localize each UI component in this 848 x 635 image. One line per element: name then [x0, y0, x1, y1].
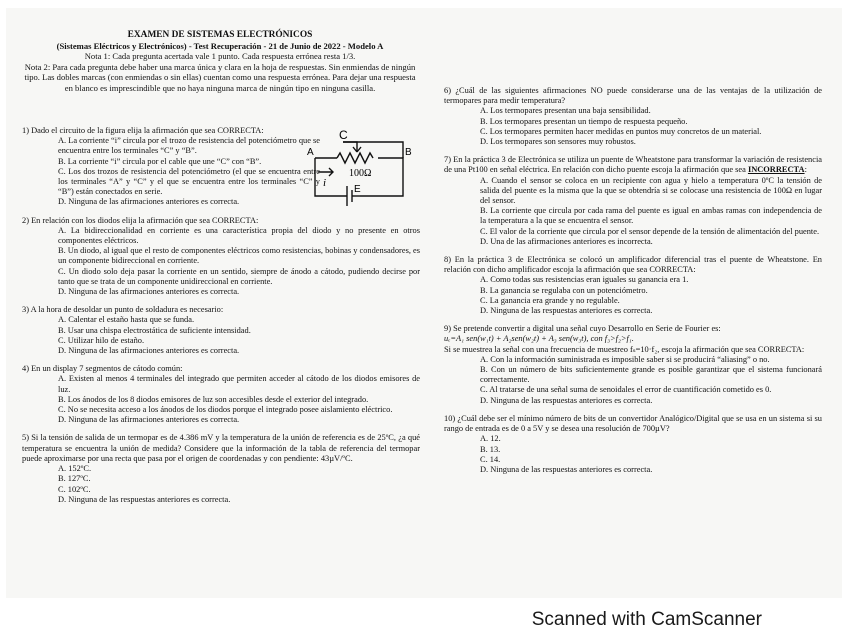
- option-c: C. No se necesita acceso a los ánodos de los diodos porque el integrado posee aislamiento eléctrico.: [58, 405, 393, 415]
- option-a: A. Calentar el estaño hasta que se funda.: [58, 315, 195, 325]
- question-text: 6) ¿Cuál de las siguientes afirmaciones NO puede considerarse una de las ventajas de la utilización de termopares para medir temperatura?: [444, 86, 822, 106]
- option-d: D. Ninguna de las respuestas anteriores es correcta.: [58, 494, 231, 504]
- option-b: B. La ganancia se regulaba con un potenciómetro.: [480, 285, 648, 295]
- option-c: C. Los dos trozos de resistencia del potenciómetro (el que se encuentra entre los terminales “A” y “C” y el que se encuentra entre los terminales “C” y “B”) están conectados en serie.: [58, 166, 320, 197]
- question-4: [22, 364, 420, 425]
- option-d: D. Ninguna de las respuestas anteriores es correcta.: [480, 464, 653, 474]
- option-b: B. 13.: [480, 444, 501, 454]
- exam-subtitle: (Sistemas Eléctricos y Electrónicos) - Test Recuperación - 21 de Junio de 2022 - Modelo A: [56, 40, 384, 51]
- option-b: B. 127ºC.: [58, 474, 91, 484]
- question-text: 8) En la práctica 3 de Electrónica se colocó un amplificador diferencial tras el puente de Wheatstone. En relación con dicho amplificador escoja la afirmación que sea CORRECTA:: [444, 255, 822, 275]
- question-10: [444, 414, 822, 475]
- option-d: D. Ninguna de las respuestas anteriores es correcta.: [480, 395, 653, 405]
- option-b: B. La corriente “i” circula por el cable que une “C” con “B”.: [58, 156, 262, 166]
- option-a: A. La corriente “i” circula por el trozo de resistencia del potenciómetro que se encuentra entre los terminales “C” y “B”.: [58, 136, 320, 156]
- option-c: C. El valor de la corriente que circula por el sensor depende de la tensión de alimentación del puente.: [480, 226, 820, 236]
- question-text: 5) Si la tensión de salida de un termopar es de 4.386 mV y la temperatura de la unión de referencia es de 25ºC, ¿a qué temperatura se encuentra la unión de medida? Considere que la información de la tabla de referencia del termopar puede aproximarse por una recta que pasa por el origen de coordenadas y con pendiente: 43µV/ºC.: [22, 433, 420, 463]
- option-d: D. Los termopares son sensores muy robustos.: [480, 137, 636, 147]
- option-a: A. Cuando el sensor se coloca en un recipiente con agua y hielo a temperatura 0ºC la tensión de salida del puente es la misma que la que se obtendría si se colocase una resistencia de 100Ω en lugar del sensor.: [480, 175, 822, 206]
- option-d: D. Ninguna de las afirmaciones anteriores es correcta.: [58, 346, 240, 356]
- label-resistance: 100Ω: [349, 168, 372, 179]
- exam-header: [20, 30, 420, 94]
- option-a: A. Como todas sus resistencias eran iguales su ganancia era 1.: [480, 275, 689, 285]
- question-text: 4) En un display 7 segmentos de cátodo común:: [22, 364, 183, 374]
- question-9: [444, 324, 822, 406]
- option-a: A. La bidireccionalidad en corriente es una característica propia del diodo y no presente en otros componentes eléctricos.: [58, 225, 420, 246]
- option-a: A. 12.: [480, 434, 501, 444]
- question-6: [444, 86, 822, 147]
- note-1: Nota 1: Cada pregunta acertada vale 1 punto. Cada respuesta errónea resta 1/3.: [84, 51, 356, 62]
- wire-a-bottom: [315, 158, 347, 196]
- question-text: 9) Se pretende convertir a digital una señal cuyo Desarrollo en Serie de Fourier es:: [444, 324, 721, 334]
- option-b: B. Con un número de bits suficientemente grande es posible garantizar que el sistema funcionará correctamente.: [480, 365, 822, 385]
- note-2: Nota 2: Para cada pregunta debe haber una marca única y clara en la hoja de respuestas. Sin enmiendas de ningún tipo. Las dobles marcas (con enmiendas o sin ellas) cuentan como una respuesta errónea. Para dejar una respuesta en blanco es imprescindible que no haya ninguna marca de ningún tipo en ninguna casilla.: [24, 61, 416, 93]
- option-c: C. Los termopares permiten hacer medidas en puntos muy concretos de un material.: [480, 126, 762, 136]
- option-d: D. Ninguna de las afirmaciones anteriores es correcta.: [58, 197, 240, 207]
- question-2: [22, 216, 420, 298]
- fourier-formula: uₑ=A₁ sen(w₁t) + A₂sen(w₂t) + A₃ sen(w₃t), con f₃>f₂>f₁.: [444, 334, 634, 344]
- option-c: C. 102ºC.: [58, 484, 91, 494]
- option-b: B. Usar una chispa electrostática de suficiente intensidad.: [58, 325, 251, 335]
- label-i: i: [323, 177, 327, 189]
- option-c: C. 14.: [480, 454, 501, 464]
- option-a: A. Existen al menos 4 terminales del integrado que permiten acceder al cátodo de los diodos emisores de luz.: [58, 374, 420, 394]
- option-c: C. Al tratarse de una señal suma de senoidales el error de cuantificación cometido es 0.: [480, 385, 772, 395]
- question-text: 2) En relación con los diodos elija la afirmación que sea CORRECTA:: [22, 215, 259, 225]
- question-text: 10) ¿Cuál debe ser el mínimo número de bits de un convertidor Analógico/Digital que se usa en un sistema si su rango de entrada es de 0 a 5V y se desea una resolución de 700µV?: [444, 413, 822, 434]
- option-b: B. La corriente que circula por cada rama del puente es igual en ambas ramas con independencia de la temperatura a la que se encuentra el sensor.: [480, 206, 822, 226]
- question-text-2: Si se muestrea la señal con una frecuencia de muestreo fₛ=10·f₂, escoja la afirmación que sea CORRECTA:: [444, 344, 805, 354]
- exam-title: EXAMEN DE SISTEMAS ELECTRÓNICOS: [127, 30, 313, 40]
- current-arrow-icon: [318, 168, 333, 176]
- wiper-wire: [343, 142, 357, 152]
- option-a: A. 152ºC.: [58, 464, 92, 474]
- question-text: 3) A la hora de desoldar un punto de soldadura es necesario:: [22, 305, 224, 315]
- right-column: [444, 86, 822, 483]
- option-c: C. Un diodo solo deja pasar la corriente en un sentido, siempre de ánodo a cátodo, pudiendo decirse por tanto que se trata de un componente unidireccional en corriente.: [58, 266, 420, 286]
- question-text: 1) Dado el circuito de la figura elija la afirmación que sea CORRECTA:: [22, 126, 264, 135]
- option-b: B. Los ánodos de los 8 diodos emisores de luz son accesibles desde el exterior del integrado.: [58, 394, 369, 404]
- option-b: B. Los termopares presentan un tiempo de respuesta pequeño.: [480, 116, 688, 126]
- circuit-diagram: [285, 130, 417, 220]
- label-a: A: [307, 147, 314, 158]
- option-a: A. Los termopares presentan una baja sensibilidad.: [480, 106, 651, 116]
- potentiometer-icon: [337, 153, 373, 163]
- option-d: D. Ninguna de las afirmaciones anteriores es correcta.: [58, 287, 240, 297]
- question-8: [444, 255, 822, 316]
- label-c: C: [339, 130, 348, 142]
- question-text-main: 7) En la práctica 3 de Electrónica se utiliza un puente de Wheatstone para transformar la variación de resistencia de una Pt100 en señal eléctrica. En relación con dicho puente escoja la afirmación que sea: [444, 155, 822, 175]
- option-d: D. Una de las afirmaciones anteriores es incorrecta.: [480, 236, 653, 246]
- emphasis-incorrecta: INCORRECTA: [747, 165, 805, 175]
- scanner-watermark: Scanned with CamScanner: [531, 609, 762, 630]
- option-d: D. Ninguna de las afirmaciones anteriores es correcta.: [58, 415, 240, 425]
- question-7: [444, 155, 822, 247]
- question-text: 7) En la práctica 3 de Electrónica se utiliza un puente de Wheatstone para transformar la variación de resistencia de una Pt100 en señal eléctrica. En relación con dicho puente escoja la afirmación que sea INCORRECTA:: [444, 155, 822, 175]
- label-e: E: [354, 184, 361, 195]
- option-d: D. Ninguna de las respuestas anteriores es correcta.: [480, 306, 653, 316]
- question-5: [22, 433, 420, 504]
- option-c: C. Utilizar hilo de estaño.: [58, 335, 145, 345]
- option-a: A. Con la información suministrada es imposible saber si se producirá “aliasing” o no.: [480, 354, 770, 364]
- question-3: [22, 305, 420, 356]
- option-c: C. La ganancia era grande y no regulable.: [480, 295, 620, 305]
- label-b: B: [405, 147, 412, 158]
- option-b: B. Un diodo, al igual que el resto de componentes eléctricos como resistencias, bobinas y condensadores, es un componente bidireccional en corriente.: [58, 246, 420, 266]
